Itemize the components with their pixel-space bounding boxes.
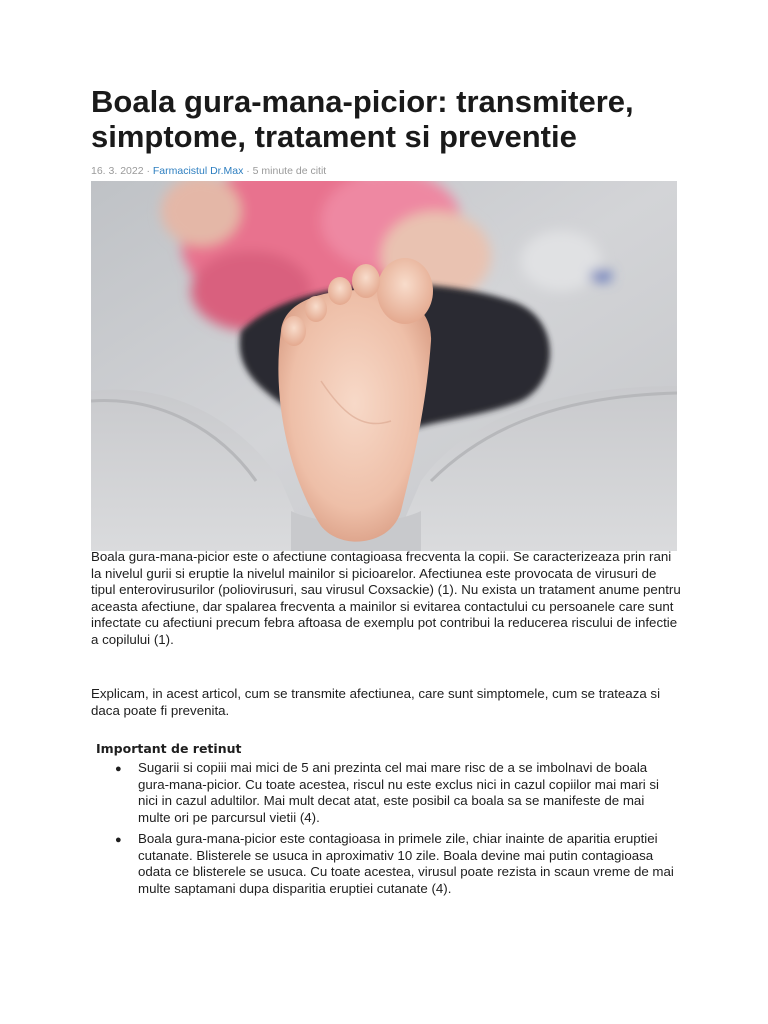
summary-paragraph: Explicam, in acest articol, cum se transmite afectiunea, care sunt simptomele, cum se trateaza si daca poate fi prevenita. (91, 686, 661, 718)
article-date: 16. 3. 2022 (91, 165, 144, 177)
bullet-icon: ● (115, 834, 122, 846)
hero-image (91, 181, 677, 551)
important-list (91, 760, 677, 902)
important-heading: Important de retinut (96, 741, 242, 756)
list-item (91, 760, 677, 826)
author-link[interactable]: Farmacistul Dr.Max (152, 165, 244, 177)
article-title: Boala gura-mana-picior: transmitere, simptome, tratament si preventie (91, 84, 634, 154)
list-item-text: Sugarii si copiii mai mici de 5 ani prezinta cel mai mare risc de a se imbolnavi de boala gura-mana-picior. Cu toate acestea, riscul nu este exclus nici in cazul copiilor mai mari si nici in cazul adultilor. Mai mult decat atat, este posibil ca boala sa se manifeste de mai multe ori pe parcursul vietii (4). (138, 760, 660, 825)
read-time: 5 minute de citit (252, 165, 327, 177)
list-item (91, 831, 677, 897)
article-meta (91, 164, 326, 178)
meta-separator: · (243, 165, 253, 177)
bullet-icon: ● (115, 763, 122, 775)
meta-separator: · (143, 165, 153, 177)
intro-paragraph: Boala gura-mana-picior este o afectiune contagioasa frecventa la copii. Se caracterizeaza prin rani la nivelul gurii si eruptie la nivelul mainilor si picioarelor. Afectiunea este provocata de virusuri de tipul enterovirusurilor (poliovirusuri, sau virusul Coxsackie) (1). Nu exista un tratament anume pentru aceasta afectiune, dar spalarea frecventa a mainilor si evitarea contactului cu persoanele care sunt infectate cu afectiuni precum febra aftoasa de exemplu pot contribui la reducerea riscului de infectie a copilului (1). (91, 549, 681, 647)
child-foot-photo-icon (91, 181, 677, 551)
list-item-text: Boala gura-mana-picior este contagioasa in primele zile, chiar inainte de aparitia eruptiei cutanate. Blisterele se usuca in aproximativ 10 zile. Boala devine mai putin contagioasa odata ce blisterele se usuca. Cu toate acestea, virusul poate rezista in scaun vreme de mai multe saptamani dupa disparitia eruptiei cutanate (4). (138, 831, 674, 896)
